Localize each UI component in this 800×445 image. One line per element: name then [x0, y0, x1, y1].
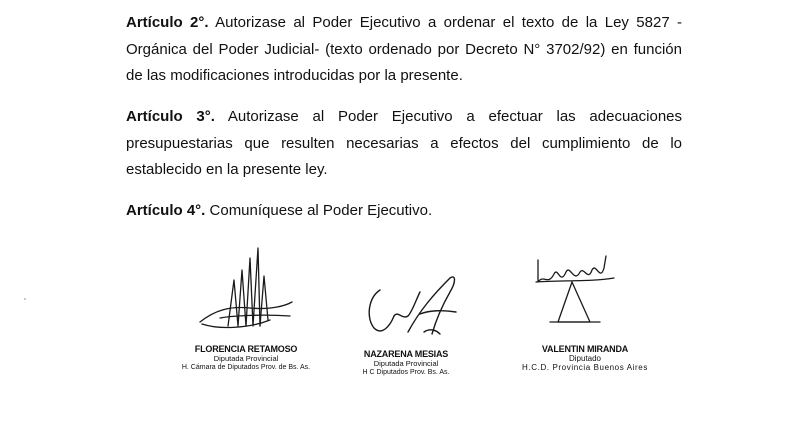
signatory-role: Diputado	[568, 354, 602, 363]
signature-block-retamoso	[176, 344, 316, 372]
signatory-chamber: H C Diputados Prov. Bs. As.	[362, 369, 450, 376]
signatory-name: VALENTIN MIRANDA	[541, 344, 629, 354]
article-2	[126, 10, 682, 90]
article-4	[126, 198, 682, 225]
signatory-role: Diputada Provincial	[213, 354, 279, 363]
signatory-role: Diputada Provincial	[373, 359, 439, 368]
article-text: Comuníquese al Poder Ejecutivo.	[209, 202, 433, 219]
handwritten-signature	[360, 270, 470, 350]
article-text: Autorizase al Poder Ejecutivo a ordenar el texto de la Ley 5827 - Orgánica del Poder Judicial- (texto ordenado por Decreto N° 3702/92) en función de las modificaciones introducidas por la presente.	[126, 14, 683, 84]
signatory-chamber: H.C.D. Provincia Buenos Aires	[522, 363, 648, 372]
signatory-name: NAZARENA MESIAS	[363, 349, 449, 359]
signature-block-miranda	[510, 344, 660, 372]
signatory-chamber: H. Cámara de Diputados Prov. de Bs. As.	[181, 364, 311, 371]
article-heading: Artículo 2°.	[126, 14, 209, 31]
signatory-name: FLORENCIA RETAMOSO	[194, 344, 298, 354]
handwritten-signature	[190, 240, 300, 340]
handwritten-signature	[530, 252, 630, 342]
article-heading: Artículo 3°.	[126, 108, 215, 125]
signature-block-mesias	[346, 349, 466, 377]
article-3	[126, 104, 682, 184]
article-heading: Artículo 4°.	[126, 202, 206, 219]
margin-dot	[24, 298, 26, 300]
article-text: Autorizase al Poder Ejecutivo a efectuar las adecuaciones presupuestarias que resulten necesarias a efectos del cumplimiento de lo establecido en la presente ley.	[126, 108, 683, 178]
